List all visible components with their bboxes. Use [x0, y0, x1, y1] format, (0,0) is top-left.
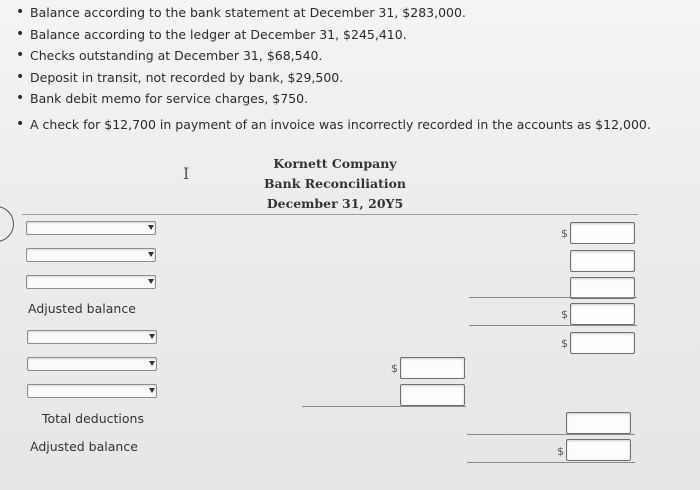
bank-item-dropdown-2[interactable] — [26, 248, 156, 262]
total-deductions-label: Total deductions — [42, 411, 144, 426]
bank-item-dropdown-1[interactable] — [26, 221, 156, 235]
dollar-sign: $ — [557, 445, 564, 458]
total-deductions-amount-input[interactable] — [566, 412, 631, 434]
final-rule — [467, 462, 635, 463]
bullet-item: • Balance according to the bank statement at December 31, $283,000. — [14, 2, 651, 24]
bullet-item: • Balance according to the ledger at December 31, $245,410. — [14, 24, 651, 46]
ledger-balance-amount-input[interactable] — [570, 332, 635, 354]
company-name: Kornett Company — [273, 156, 397, 171]
chevron-down-icon — [149, 361, 155, 366]
deductions-rule — [302, 406, 466, 407]
dollar-sign: $ — [561, 227, 568, 240]
ledger-item-dropdown-2[interactable] — [27, 357, 157, 371]
chevron-down-icon — [148, 279, 154, 284]
dollar-sign: $ — [561, 308, 568, 321]
header-divider — [22, 214, 638, 215]
statement-date: December 31, 20Y5 — [266, 196, 404, 211]
problem-data-list — [14, 2, 651, 135]
bullet-item: • Bank debit memo for service charges, $750. — [14, 88, 651, 110]
chevron-down-icon — [149, 388, 155, 393]
bank-adjusted-balance-input[interactable] — [570, 303, 635, 325]
ledger-item-dropdown-3[interactable] — [27, 384, 157, 398]
bank-item-amount-input-3[interactable] — [570, 277, 635, 299]
statement-title: Bank Reconciliation — [263, 176, 407, 191]
text-cursor-icon: I — [183, 164, 190, 183]
bank-item-dropdown-3[interactable] — [26, 275, 156, 289]
statement-heading — [260, 154, 410, 214]
bullet-item: • Checks outstanding at December 31, $68,540. — [14, 45, 651, 67]
ledger-item-dropdown-1[interactable] — [27, 330, 157, 344]
left-edge-circle-icon — [0, 206, 14, 242]
total-deductions-rule — [467, 434, 635, 435]
adjusted-balance-label: Adjusted balance — [28, 301, 136, 316]
deduction-amount-input-1[interactable] — [400, 357, 465, 379]
ledger-adjusted-balance-label: Adjusted balance — [30, 439, 138, 454]
subtotal-rule — [469, 297, 637, 298]
chevron-down-icon — [149, 334, 155, 339]
chevron-down-icon — [148, 225, 154, 230]
bullet-item: • A check for $12,700 in payment of an invoice was incorrectly recorded in the accounts as $12,000. — [14, 114, 651, 136]
deduction-amount-input-2[interactable] — [400, 384, 465, 406]
adjusted-balance-rule — [469, 325, 637, 326]
dollar-sign: $ — [561, 337, 568, 350]
bank-item-amount-input-2[interactable] — [570, 250, 635, 272]
dollar-sign: $ — [391, 362, 398, 375]
chevron-down-icon — [148, 252, 154, 257]
ledger-adjusted-balance-input[interactable] — [566, 439, 631, 461]
bank-balance-amount-input[interactable] — [570, 222, 635, 244]
bullet-item: • Deposit in transit, not recorded by bank, $29,500. — [14, 67, 651, 89]
